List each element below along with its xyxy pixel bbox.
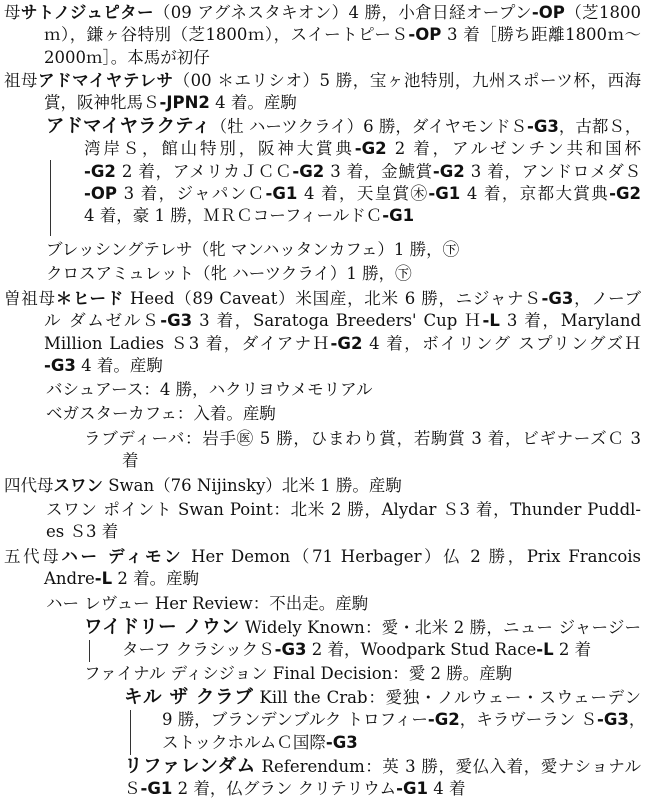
entry-line: 2000ｍ］。本馬が初仔 xyxy=(44,47,210,67)
entry-love-dieva xyxy=(84,428,641,473)
entry-granddam xyxy=(4,70,641,115)
entry-line: キル ザ クラブ Kill the Crab：愛独・ノルウェー・スウェーデン xyxy=(124,687,641,708)
family-connector-line xyxy=(130,710,131,755)
entry-line: 湾岸Ｓ，館山特別，阪神大賞典-G2 2 着，アルゼンチン共和国杯 xyxy=(84,139,641,159)
entry-line: 9 勝，ブランデンブルク トロフィー-G2，キラヴーラン Ｓ-G3， xyxy=(162,710,645,730)
entry-kill-the-crab xyxy=(124,687,645,754)
entry-swan-point xyxy=(46,499,641,544)
entry-line: クロスアミュレット（牝 ハーツクライ）1 勝，㊦ xyxy=(46,264,412,283)
entry-line: ハー レヴュー Her Review：不出走。産駒 xyxy=(46,594,369,613)
entry-vega-star-cafe xyxy=(46,403,641,425)
entry-line: Ｓ-G1 2 着，仏グラン クリテリウム-G1 4 着 xyxy=(124,779,466,799)
entry-line: es Ｓ3 着 xyxy=(46,522,119,542)
entry-line: ファイナル ディシジョン Final Decision：愛 2 勝。産駒 xyxy=(84,664,513,683)
entry-line: 母サトノジュピター（09 アグネスタキオン）4 勝，小倉日経オープン-OP（芝1800 xyxy=(4,3,641,22)
entry-referendum xyxy=(124,756,641,801)
entry-widely-known xyxy=(84,617,641,662)
entry-line: スワン ポイント Swan Point：北米 2 勝，Alydar Ｓ3 着，Thunder Puddl- xyxy=(46,500,641,519)
entry-her-review xyxy=(46,593,641,615)
entry-line: Million Ladies Ｓ3 着，ダイアナＨ-G2 4 着，ボイリング スプリングズＨ xyxy=(44,333,642,353)
entry-her-demon xyxy=(4,546,641,591)
entry-line: ベガスターカフェ：入着。産駒 xyxy=(46,404,276,423)
entry-line: バシュアース：4 勝，ハクリヨウメモリアル xyxy=(46,380,373,399)
entry-line: 五代母ハー ディモン Her Demon（71 Herbager）仏 2 勝，Prix Francois xyxy=(4,547,641,566)
entry-line: ワイドリー ノウン Widely Known：愛・北米 2 勝，ニュー ジャージー xyxy=(84,617,641,638)
family-connector-line xyxy=(50,160,51,236)
entry-line: Andre-L 2 着。産駒 xyxy=(44,569,200,589)
entry-bashu-ace xyxy=(46,379,641,401)
entry-line: -G3 4 着。産駒 xyxy=(44,355,163,375)
entry-swan xyxy=(4,475,641,497)
entry-line: ｍ），鎌ヶ谷特別（芝1800ｍ），スイートピーＳ-OP 3 着［勝ち距離1800ｍ～ xyxy=(44,25,641,45)
entry-great-granddam xyxy=(4,288,641,377)
entry-admire-lacuti xyxy=(46,116,641,227)
entry-blessing-teresa xyxy=(46,239,641,261)
entry-line: ターフ クラシックＳ-G3 2 着，Woodpark Stud Race-L 2 着 xyxy=(122,640,592,660)
entry-line: ストックホルムＣ国際-G3 xyxy=(162,732,358,752)
entry-cross-amulet xyxy=(46,263,641,285)
entry-final-decision xyxy=(84,663,641,685)
entry-line: ル ダムゼルＳ-G3 3 着，Saratoga Breeders' Cup Ｈ-L 3 着，Maryland xyxy=(44,311,642,331)
entry-line: リファレンダム Referendum：英 3 勝，愛仏入着，愛ナショナル xyxy=(124,756,641,777)
entry-line: 賞，阪神牝馬Ｓ-JPN2 4 着。産駒 xyxy=(44,93,297,113)
entry-line: 祖母アドマイヤテレサ（00 ＊エリシオ）5 勝，宝ヶ池特別，九州スポーツ杯，西海 xyxy=(4,71,641,90)
entry-line: アドマイヤラクティ（牡 ハーツクライ）6 勝，ダイヤモンドＳ-G3，古都Ｓ， xyxy=(46,116,642,137)
family-connector-line xyxy=(89,640,90,662)
entry-line: ラブディーバ：岩手㊩ 5 勝，ひまわり賞，若駒賞 3 着，ビギナーズＣ 3 xyxy=(84,429,641,448)
entry-line: 曽祖母＊ヒード Heed（89 Caveat）米国産，北米 6 勝，ニジャナＳ-G3，ノーブ xyxy=(4,289,642,308)
entry-line: 4 着，豪 1 勝，ＭＲＣコーフィールドＣ-G1 xyxy=(84,206,415,226)
entry-line: ブレッシングテレサ（牝 マンハッタンカフェ）1 勝，㊦ xyxy=(46,240,460,259)
entry-line: 着 xyxy=(122,451,139,471)
entry-line: 四代母スワン Swan（76 Nijinsky）北米 1 勝。産駒 xyxy=(4,476,402,495)
entry-dam xyxy=(4,2,641,69)
entry-line: -OP 3 着，ジャパンＣ-G1 4 着，天皇賞㊍-G1 4 着，京都大賞典-G2 xyxy=(84,183,641,203)
entry-line: -G2 2 着，アメリカＪＣＣ-G2 3 着，金鯱賞-G2 3 着，アンドロメダＳ xyxy=(84,161,641,181)
